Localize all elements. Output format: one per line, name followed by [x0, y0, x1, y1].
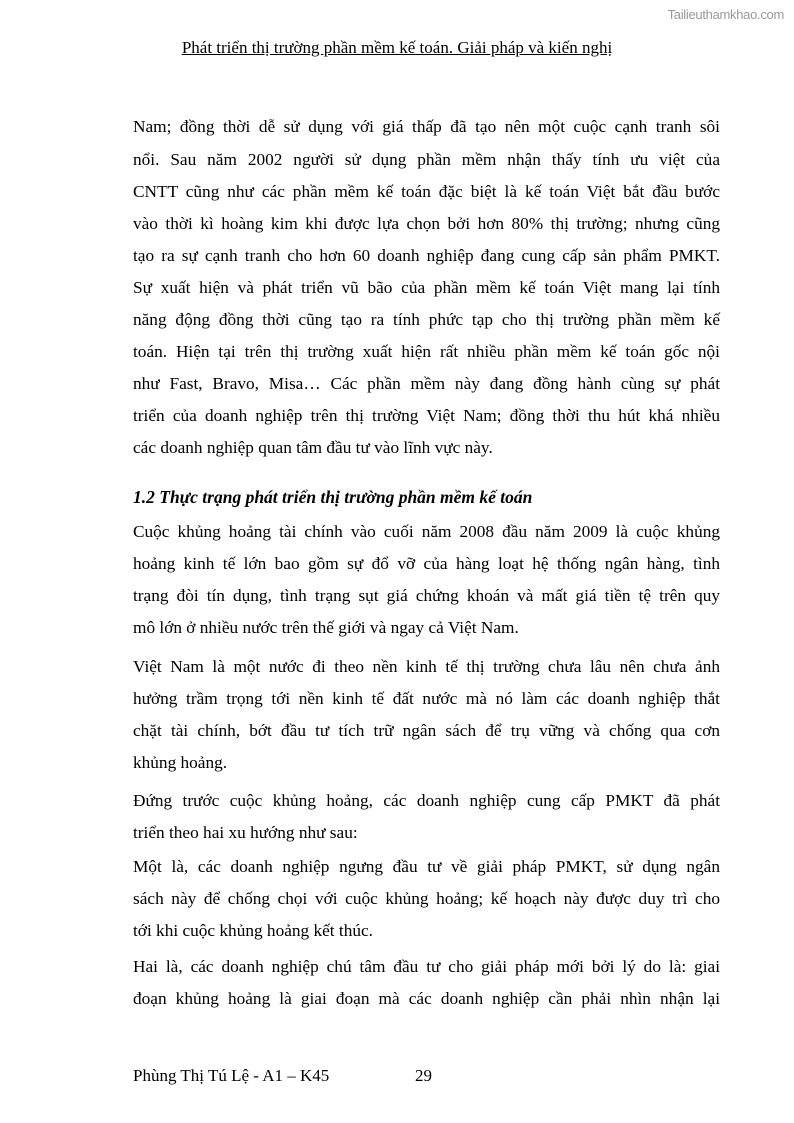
text-line: Một là, các doanh nghiệp ngưng đầu tư về giải pháp PMKT, sử dụng ngân — [133, 857, 720, 876]
text-line: hưởng trầm trọng tới nền kinh tế đất nước mà nó làm các doanh nghiệp thắt — [133, 689, 720, 708]
text-line: nổi. Sau năm 2002 người sử dụng phần mềm nhận thấy tính ưu việt của — [133, 150, 720, 169]
text-line: vào thời kì hoàng kim khi được lựa chọn bởi hơn 80% thị trường; nhưng cũng — [133, 214, 720, 233]
text-line: Cuộc khủng hoảng tài chính vào cuối năm 2008 đầu năm 2009 là cuộc khủng — [133, 522, 720, 541]
text-line: Sự xuất hiện và phát triển vũ bão của phần mềm kế toán Việt mang lại tính — [133, 278, 720, 297]
text-line: đoạn khủng hoảng là giai đoạn mà các doanh nghiệp cần phải nhìn nhận lại — [133, 989, 720, 1008]
text-line: tạo ra sự cạnh tranh cho hơn 60 doanh nghiệp đang cung cấp sản phẩm PMKT. — [133, 246, 720, 265]
text-line: chặt tài chính, bớt đầu tư tích trữ ngân sách để trụ vững và chống qua cơn — [133, 721, 720, 740]
text-line: Việt Nam là một nước đi theo nền kinh tế thị trường chưa lâu nên chưa ảnh — [133, 657, 720, 676]
text-line: các doanh nghiệp quan tâm đầu tư vào lĩnh vực này. — [133, 438, 493, 457]
running-header: Phát triển thị trường phần mềm kế toán. Giải pháp và kiến nghị — [181, 38, 613, 57]
text-line: trạng đòi tín dụng, tình trạng sụt giá chứng khoán và mất giá tiền tệ trên quy — [133, 586, 720, 605]
text-line: khủng hoảng. — [133, 753, 228, 772]
text-line: mô lớn ở nhiều nước trên thế giới và ngay cả Việt Nam. — [133, 618, 519, 637]
page-number: 29 — [415, 1066, 432, 1085]
text-line: Hai là, các doanh nghiệp chú tâm đầu tư cho giải pháp mới bởi lý do là: giai — [133, 957, 720, 976]
text-line: như Fast, Bravo, Misa… Các phần mềm này đang đồng hành cùng sự phát — [133, 374, 720, 393]
text-line: tới khi cuộc khủng hoảng kết thúc. — [133, 921, 373, 940]
text-line: hoảng kinh tế lớn bao gồm sự đổ vỡ của hàng loạt hệ thống ngân hàng, tình — [133, 554, 720, 573]
text-line: Nam; đồng thời dễ sử dụng với giá thấp đã tạo nên một cuộc cạnh tranh sôi — [133, 117, 720, 136]
section-heading: 1.2 Thực trạng phát triển thị trường phần mềm kế toán — [133, 487, 533, 507]
text-line: năng động đồng thời cũng tạo ra tính phức tạp cho thị trường phần mềm kế — [133, 310, 720, 329]
footer-author: Phùng Thị Tú Lệ - A1 – K45 — [133, 1066, 330, 1085]
text-line: triển của doanh nghiệp trên thị trường Việt Nam; đồng thời thu hút khá nhiều — [133, 406, 720, 425]
text-line: Đứng trước cuộc khủng hoảng, các doanh nghiệp cung cấp PMKT đã phát — [133, 791, 720, 810]
text-line: CNTT cũng như các phần mềm kế toán đặc biệt là kế toán Việt bắt đầu bước — [133, 182, 720, 201]
text-line: triển theo hai xu hướng như sau: — [133, 823, 358, 842]
text-line: toán. Hiện tại trên thị trường xuất hiện rất nhiều phần mềm kế toán gốc nội — [133, 342, 720, 361]
text-line: sách này để chống chọi với cuộc khủng hoảng; kế hoạch này được duy trì cho — [133, 889, 720, 908]
watermark: Tailieuthamkhao.com — [667, 7, 784, 22]
